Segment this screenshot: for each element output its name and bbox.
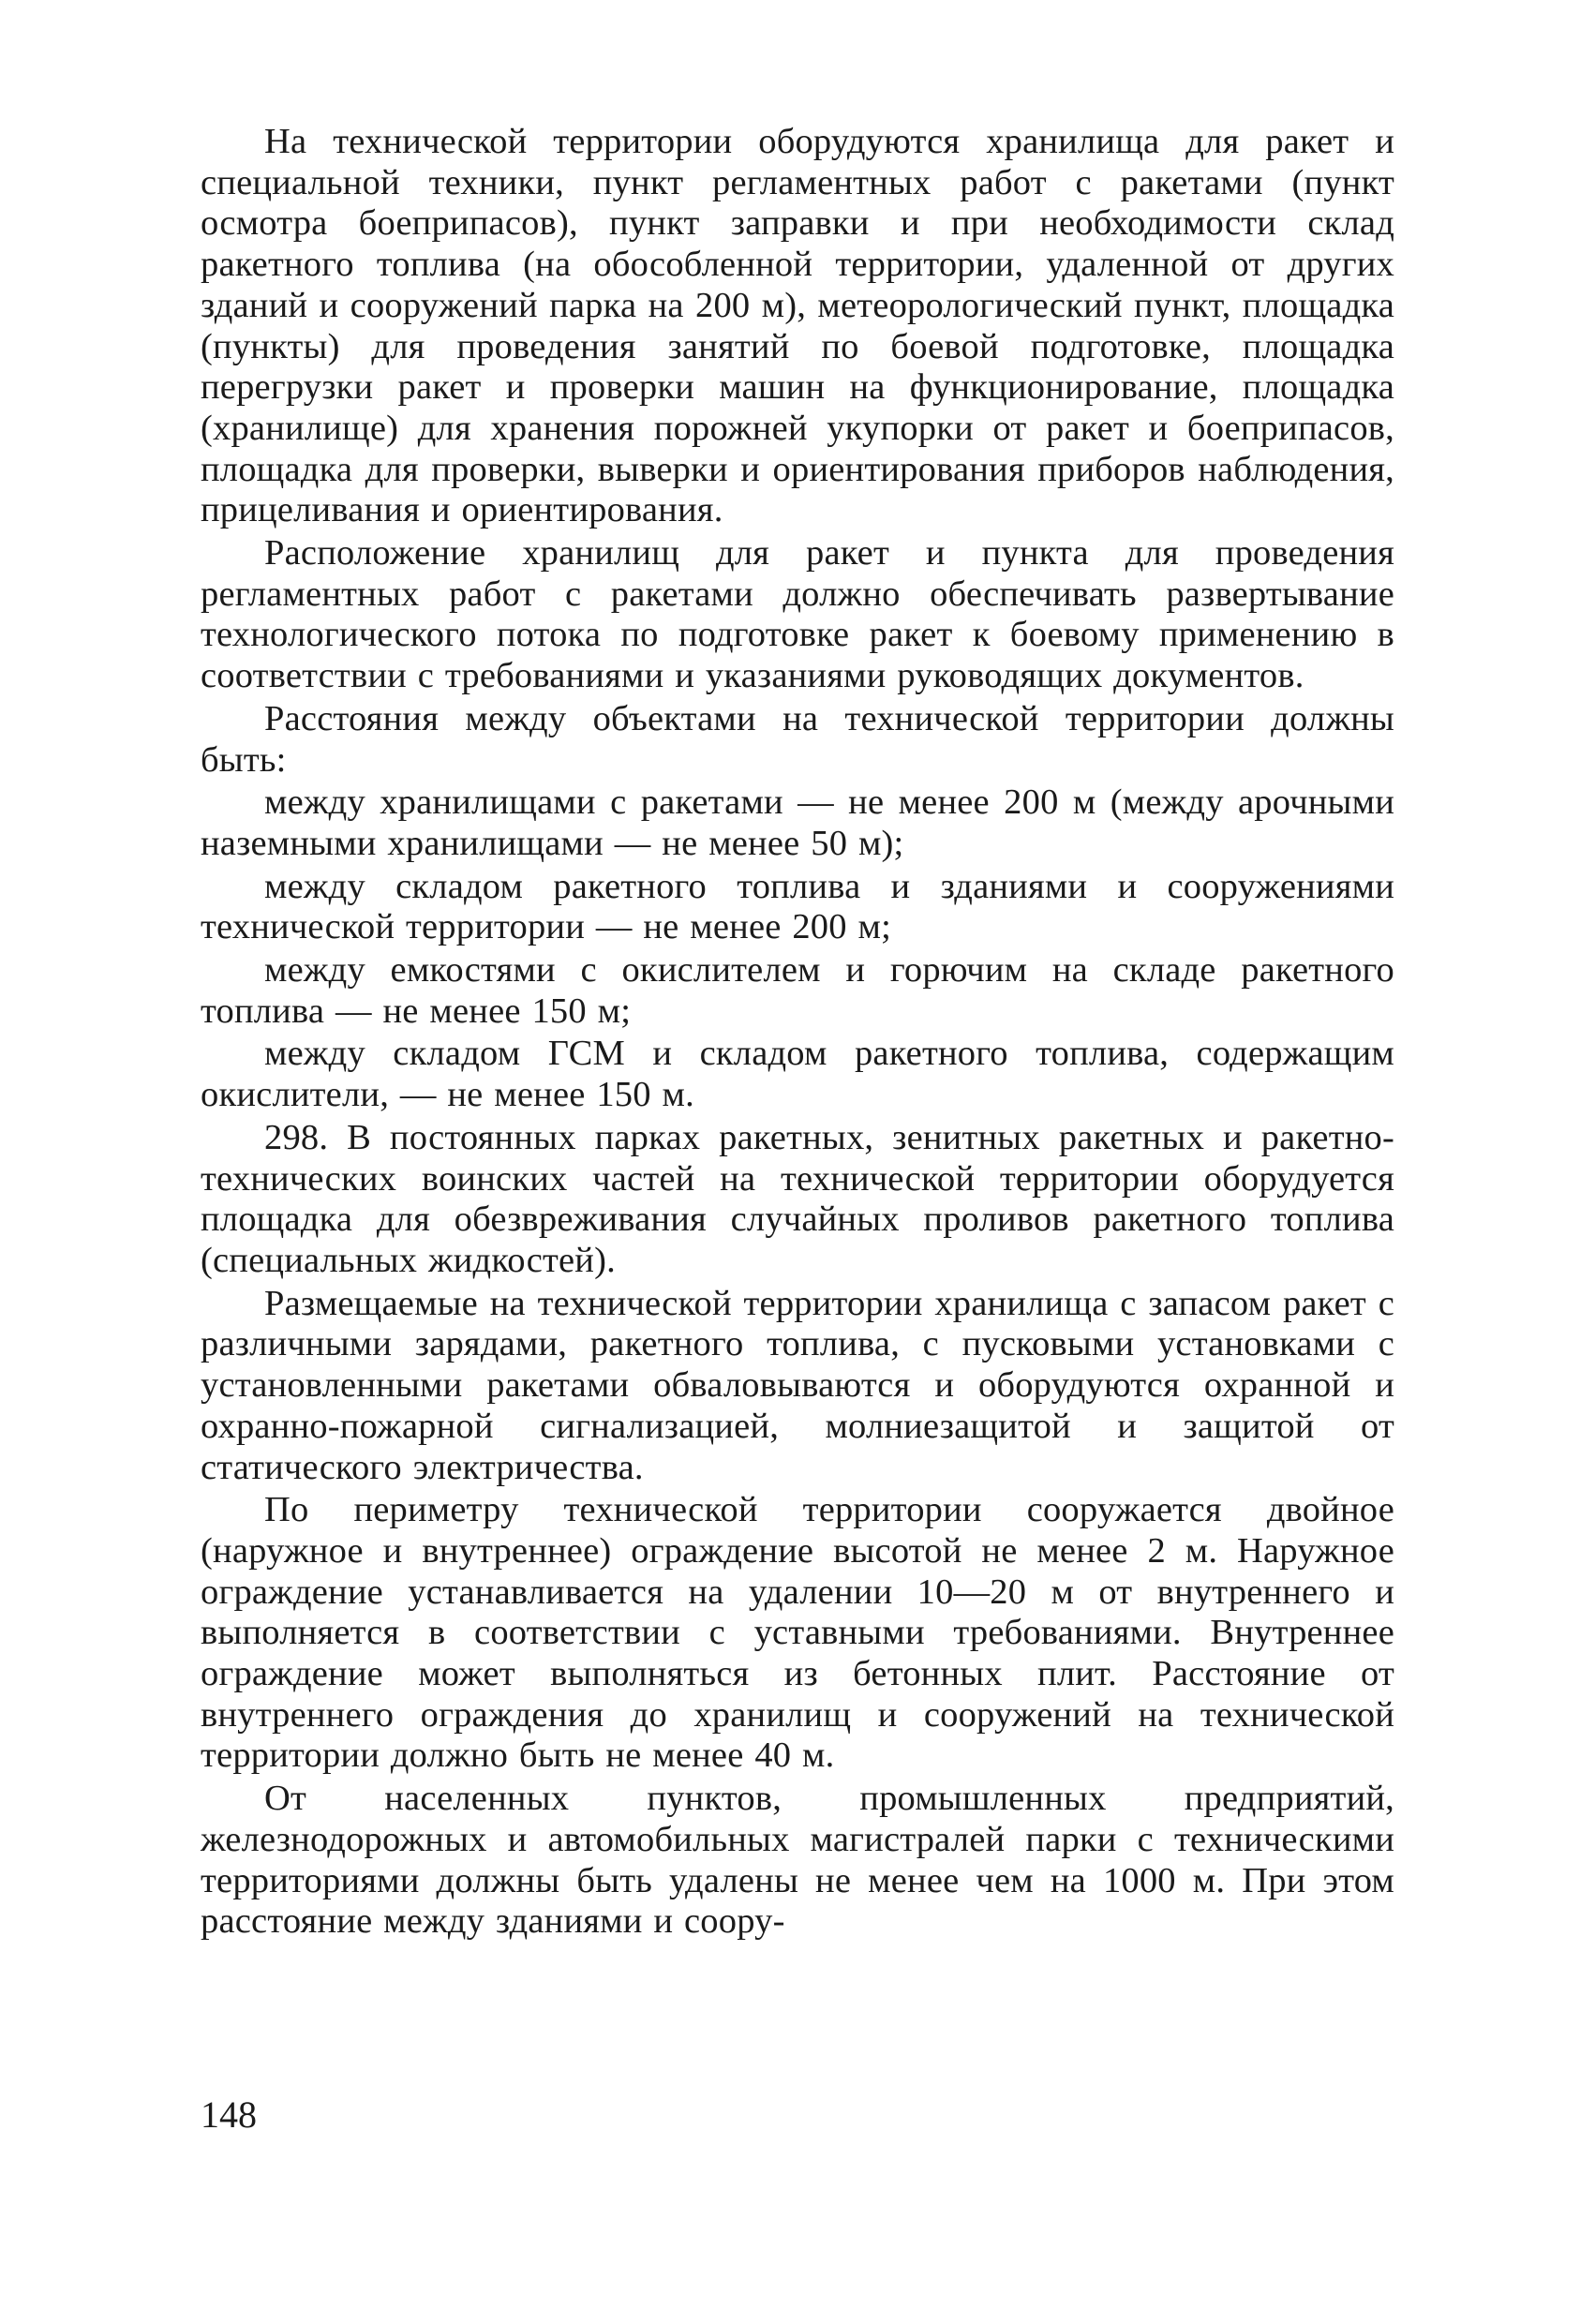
paragraph-storage-placement: Расположение хранилищ для ракет и пункта для проведения регламентных работ с ракетами должно обеспечивать развертывание технологического потока по подготовке ракет к боевому применению в соответствии с требованиями и указаниями руководящих документов. bbox=[201, 533, 1394, 696]
paragraph-settlement-distance: От населенных пунктов, промышленных предприятий, железнодорожных и автомобильных магистралей парки с техническими территориями должны быть удалены не менее чем на 1000 м. При этом расстояние между зданиями и соору- bbox=[201, 1779, 1394, 1942]
paragraph-embankment-alarm: Размещаемые на технической территории хранилища с запасом ракет с различными зарядами, ракетного топлива, с пусковыми установками с установленными ракетами обваловываются и оборудуются охранной и охранно-пожарной сигнализацией, молниезащитой и защитой от статического электричества. bbox=[201, 1283, 1394, 1487]
paragraph-distances-intro: Расстояния между объектами на технической территории должны быть: bbox=[201, 698, 1394, 780]
paragraph-perimeter-fence: По периметру технической территории сооружается двойное (наружное и внутреннее) ограждение высотой не менее 2 м. Наружное ограждение устанавливается на удалении 10—20 м от внутреннего и выполняется в соответствии с уставными требованиями. Внутреннее ограждение может выполняться из бетонных плит. Расстояние от внутреннего ограждения до хранилищ и сооружений на технической территории должно быть не менее 40 м. bbox=[201, 1490, 1394, 1776]
list-item-distance-storages: между хранилищами с ракетами — не менее 200 м (между арочными наземными хранилищами — не менее 50 м); bbox=[201, 782, 1394, 863]
list-item-distance-tanks: между емкостями с окислителем и горючим на складе ракетного топлива — не менее 150 м; bbox=[201, 950, 1394, 1031]
paragraph-298-neutralization-site: 298. В постоянных парках ракетных, зенитных ракетных и ракетно-технических воинских частей на технической территории оборудуется площадка для обезвреживания случайных проливов ракетного топлива (специальных жидкостей). bbox=[201, 1117, 1394, 1280]
page-number: 148 bbox=[201, 2093, 257, 2136]
list-item-distance-gsm-depot: между складом ГСМ и складом ракетного топлива, содержащим окислители, — не менее 150 м. bbox=[201, 1034, 1394, 1115]
paragraph-technical-territory: На технической территории оборудуются хранилища для ракет и специальной техники, пункт регламентных работ с ракетами (пункт осмотра боеприпасов), пункт заправки и при необходимости склад ракетного топлива (на обособленной территории, удаленной от других зданий и сооружений парка на 200 м), метеорологический пункт, площадка (пункты) для проведения занятий по боевой подготовке, площадка перегрузки ракет и проверки машин на функционирование, площадка (хранилище) для хранения порожней укупорки от ракет и боеприпасов, площадка для проверки, выверки и ориентирования приборов наблюдения, прицеливания и ориентирования. bbox=[201, 122, 1394, 530]
page-text bbox=[201, 122, 1394, 1943]
list-item-distance-fuel-depot: между складом ракетного топлива и зданиями и сооружениями технической территории — не менее 200 м; bbox=[201, 866, 1394, 947]
